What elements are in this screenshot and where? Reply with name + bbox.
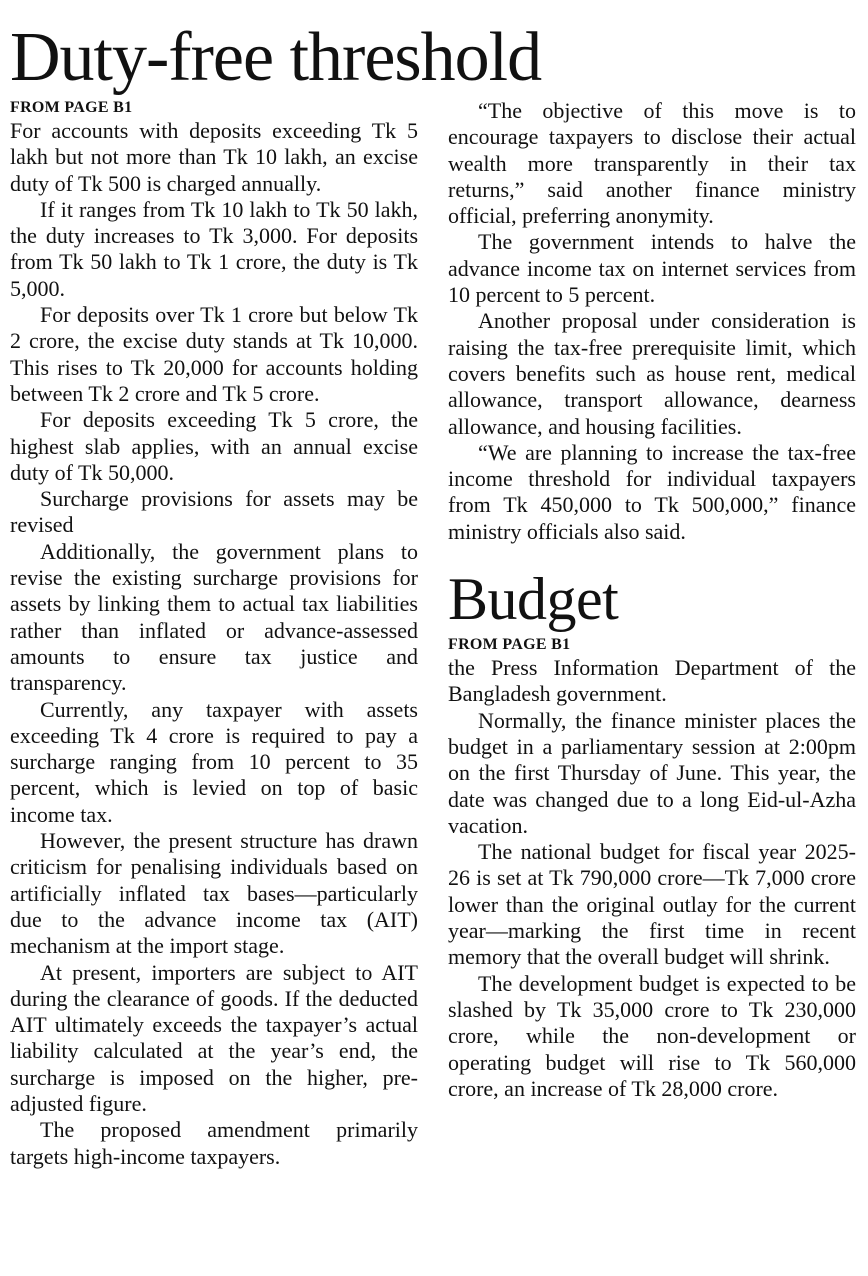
paragraph: Another proposal under consideration is raising the tax-free prerequisite limit, which covers benefits such as house rent, medical allowance, transport allowance, dearness allowance, and housing facilities. [448, 308, 856, 439]
article-headline-duty-free: Duty-free threshold [10, 19, 542, 96]
paragraph: Currently, any taxpayer with assets exceeding Tk 4 crore is required to pay a surcharge ranging from 10 percent to 35 percent, which is levied on top of basic income tax. [10, 696, 418, 827]
from-page-label: FROM PAGE B1 [448, 636, 571, 654]
paragraph: If it ranges from Tk 10 lakh to Tk 50 lakh, the duty increases to Tk 3,000. For deposits from Tk 50 lakh to Tk 1 crore, the duty is Tk 5,000. [10, 196, 418, 301]
from-page-label: FROM PAGE B1 [10, 99, 133, 116]
right-column [448, 98, 856, 1102]
paragraph: For deposits over Tk 1 crore but below Tk 2 crore, the excise duty stands at Tk 10,000. This rises to Tk 20,000 for accounts holding between Tk 2 crore and Tk 5 crore. [10, 302, 418, 406]
paragraph: The government intends to halve the advance income tax on internet services from 10 percent to 5 percent. [448, 229, 856, 308]
subheading-paragraph: Surcharge provisions for assets may be revised [10, 486, 418, 538]
paragraph: Normally, the finance minister places the budget in a parliamentary session at 2:00pm on the first Thursday of June. This year, the date was changed due to a long Eid-ul-Azha vacation. [448, 707, 856, 838]
paragraph: The development budget is expected to be slashed by Tk 35,000 crore to Tk 230,000 crore, while the non-development or operating budget will rise to Tk 560,000 crore, an increase of Tk 28,000 crore. [448, 970, 856, 1101]
paragraph: For accounts with deposits exceeding Tk 5 lakh but not more than Tk 10 lakh, an excise duty of Tk 500 is charged annually. [10, 118, 418, 196]
paragraph: However, the present structure has drawn criticism for penalising individuals based on artificially inflated tax bases—particularly due to the advance income tax (AIT) mechanism at the import stage. [10, 828, 418, 959]
paragraph: “We are planning to increase the tax-free income threshold for individual taxpayers from Tk 450,000 to Tk 500,000,” finance ministry officials also said. [448, 439, 856, 544]
paragraph: the Press Information Department of the Bangladesh government. [448, 655, 856, 707]
paragraph: The proposed amendment primarily targets high-income taxpayers. [10, 1117, 418, 1169]
paragraph: The national budget for fiscal year 2025-26 is set at Tk 790,000 crore—Tk 7,000 crore lower than the original outlay for the current year—marking the first time in recent memory that the overall budget will shrink. [448, 839, 856, 970]
left-column [10, 98, 418, 1170]
paragraph: Additionally, the government plans to revise the existing surcharge provisions for assets by linking them to actual tax liabilities rather than inflated or advance-assessed amounts to ensure tax justice and transparency. [10, 538, 418, 696]
paragraph: “The objective of this move is to encourage taxpayers to disclose their actual wealth more transparently in their tax returns,” said another finance ministry official, preferring anonymity. [448, 98, 856, 229]
paragraph: For deposits exceeding Tk 5 crore, the highest slab applies, with an annual excise duty of Tk 50,000. [10, 407, 418, 485]
article-headline-budget: Budget [448, 566, 619, 633]
paragraph: At present, importers are subject to AIT during the clearance of goods. If the deducted AIT ultimately exceeds the taxpayer’s actual liability calculated at the year’s end, the surcharge is imposed on the higher, pre-adjusted figure. [10, 959, 418, 1116]
